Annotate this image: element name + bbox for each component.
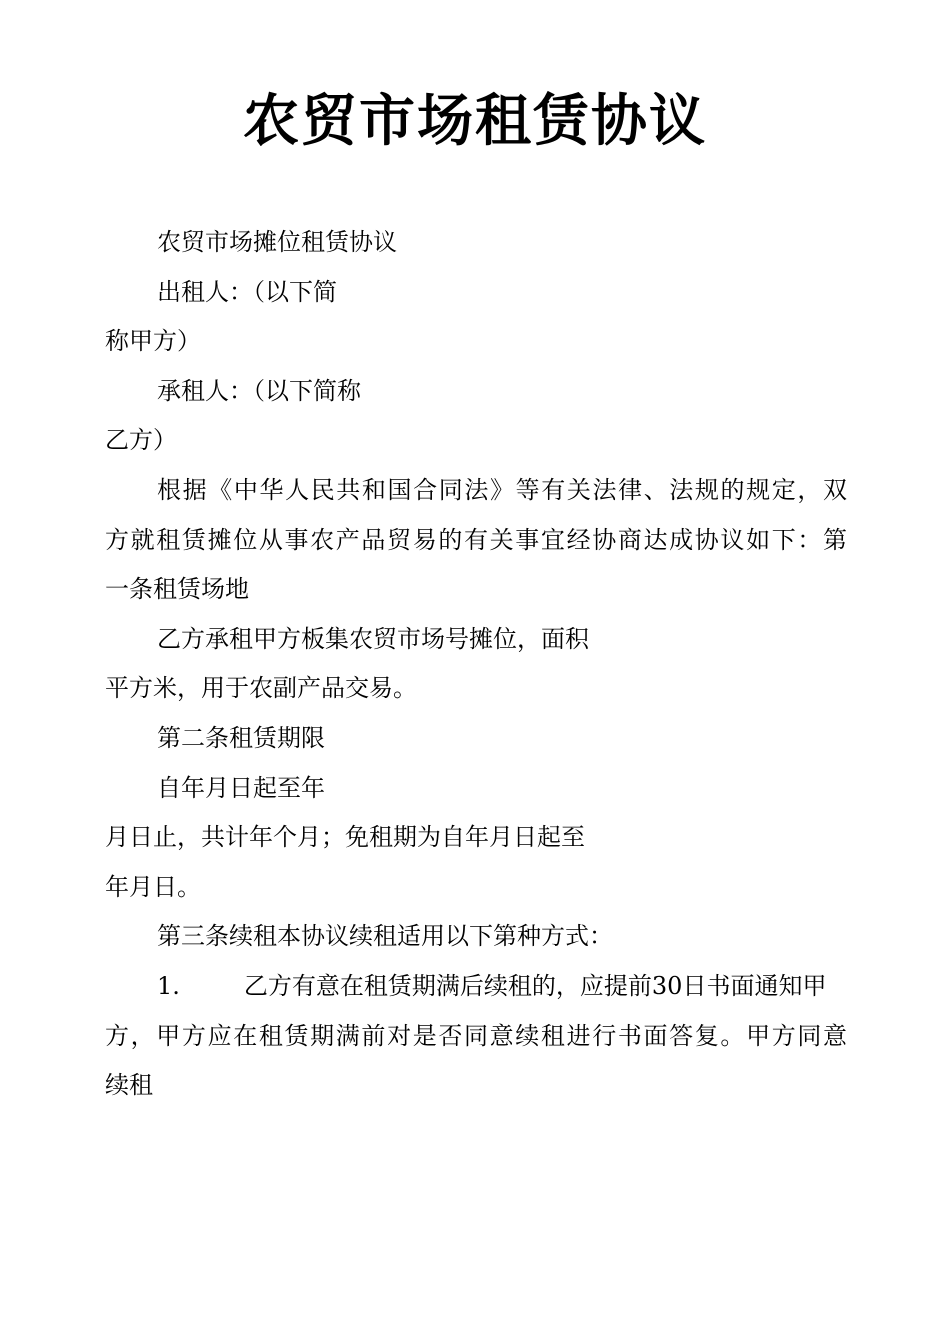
- article-1-line-2: 平方米，用于农副产品交易。: [105, 674, 417, 703]
- article-2-line-2: 月日止，共计年个月；免租期为自年月日起至: [105, 823, 585, 852]
- preamble-line-2: 方就租赁摊位从事农产品贸易的有关事宜经协商达成协议如下：第: [105, 525, 847, 554]
- article-2-line-1: 自年月日起至年: [157, 773, 325, 802]
- article-3-item-1-line-1: [105, 962, 847, 1012]
- document-title: 农贸市场租赁协议: [243, 89, 707, 154]
- list-number: 1.: [157, 971, 180, 1000]
- article-3-heading: 第三条续租本协议续租适用以下第种方式：: [157, 922, 613, 951]
- lessor-line-cont: 称甲方）: [105, 327, 201, 356]
- article-3-item-1-text: 乙方有意在租赁期满后续租的，应提前30日书面通知甲: [243, 971, 827, 1000]
- article-1-heading: 一条租赁场地: [105, 575, 249, 604]
- document-body: [105, 218, 847, 1111]
- lessor-line: 出租人：（以下简: [157, 277, 337, 306]
- subtitle-line: 农贸市场摊位租赁协议: [157, 228, 397, 256]
- article-3-item-1-line-2: 方，甲方应在租赁期满前对是否同意续租进行书面答复。甲方同意: [105, 1021, 847, 1050]
- article-2-heading: 第二条租赁期限: [157, 723, 325, 752]
- lessee-line: 承租人：（以下简称: [157, 376, 361, 405]
- article-3-item-1-line-3: 续租: [105, 1071, 153, 1100]
- article-1-line-1: 乙方承租甲方板集农贸市场号摊位，面积: [157, 624, 589, 653]
- article-2-line-3: 年月日。: [105, 872, 201, 901]
- preamble-line-1: 根据《中华人民共和国合同法》等有关法律、法规的规定，双: [157, 475, 847, 504]
- lessee-line-cont: 乙方）: [105, 426, 177, 455]
